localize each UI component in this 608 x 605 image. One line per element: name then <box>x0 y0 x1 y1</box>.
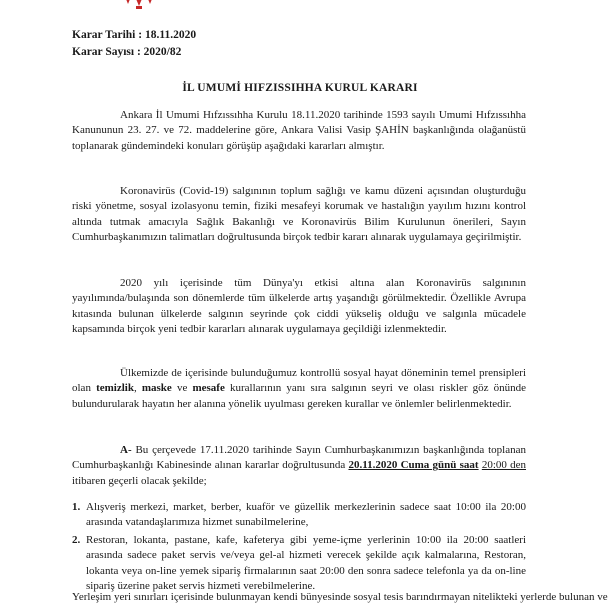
section-a-label: A- <box>120 444 132 456</box>
ministry-logo-icon <box>122 0 156 12</box>
paragraph-intro: Ankara İl Umumi Hıfzıssıhha Kurulu 18.11.2020 tarihinde 1593 sayılı Umumi Hıfzıssıhha Kanununun 23. 27. ve 72. maddelerine göre, Ankara Valisi Vasip ŞAHİN başkanlığında olağanüstü toplanarak gündemindeki konuları görüşüp aşağıdaki kararları almıştır. <box>72 109 526 152</box>
principle-cleanliness: temizlik <box>96 382 134 395</box>
paragraph-covid-measures: Koronavirüs (Covid-19) salgınının toplum sağlığı ve kamu düzeni açısından oluşturduğu riski yönetme, sosyal izolasyonu temin, fiziki mesafeyi korumak ve hastalığın yayılım hızını kontrol altında tutmak amacıyla Sağlık Bakanlığı ve Koronavirüs Bilim Kurulunun önerileri, Sayın Cumhurbaşkanımızın talimatları doğrultusunda birçok tedbir kararı alınarak uygulamaya geçirilmiştir. <box>72 185 526 244</box>
truncated-line: Yerleşim yeri sınırları içerisinde bulunmayan kendi bünyesinde sosyal tesis barındırmayan nitelikteki yerlerde bulunan ve <box>72 591 608 603</box>
paragraph-world-spread: 2020 yılı içerisinde tüm Dünya'yı etkisi altına alan Koronavirüs salgınının yayılımında/bulaşında son dönemlerde tüm ülkelerde artış yaşandığı görülmektedir. Özellikle Avrupa kıtasında bulunan ülkelerde salgının seyrinde çok ciddi yükseliş olduğu ve salgınla mücadele kapsamında birçok yeni tedbir kararları alınarak uygulamaya geçildiği izlenmektedir. <box>72 277 526 336</box>
measures-list <box>72 500 526 594</box>
effective-time: 20:00 den <box>481 459 527 472</box>
decision-meta <box>72 27 196 61</box>
document-title: İL UMUMİ HIFZISSIHHA KURUL KARARI <box>182 82 418 94</box>
decision-date: Karar Tarihi : 18.11.2020 <box>72 29 197 41</box>
principle-mask: maske <box>141 382 172 395</box>
paragraph-section-a: A- Bu çerçevede 17.11.2020 tarihinde Sayın Cumhurbaşkanımızın başkanlığında toplanan Cumhurbaşkanlığı Kabinesinde alınan kararlar doğrultusunda 20.11.2020 Cuma günü saat 20:00 den itibaren geçerli olacak şekilde; <box>72 444 527 487</box>
effective-date: 20.11.2020 Cuma günü saat <box>348 459 479 472</box>
paragraph-principles: Ülkemizde de içerisinde bulunduğumuz kontrollü sosyal hayat döneminin temel prensipleri olan temizlik, maske ve mesafe kurallarının yanı sıra salgının seyri ve olası riskler göz önünde bulundurularak hayatın her alanına yönelik uyulması gereken kurallar ve önlemler belirlenmektedir. <box>72 367 527 410</box>
principle-distance: mesafe <box>192 382 225 395</box>
list-item: 2. Restoran, lokanta, pastane, kafe, kafeterya gibi yeme-içme yerlerinin 10:00 ila 20:00 saatleri arasında sadece paket servis ve/veya gel-al hizmeti verecek şekilde açık kalmalarına, Restoran, lokanta veya on-line yemek sipariş firmalarının saat 20:00 den sonra sadece telefonla ya da on-line sipariş üzerine paket servis hizmeti verebilmelerine. <box>72 533 526 593</box>
list-item: 1. Alışveriş merkezi, market, berber, kuaför ve güzellik merkezlerinin sadece saat 10:00 ila 20:00 arasında vatandaşlarımıza hizmet sunabilmelerine, <box>72 501 526 529</box>
decision-number: Karar Sayısı : 2020/82 <box>72 46 182 58</box>
